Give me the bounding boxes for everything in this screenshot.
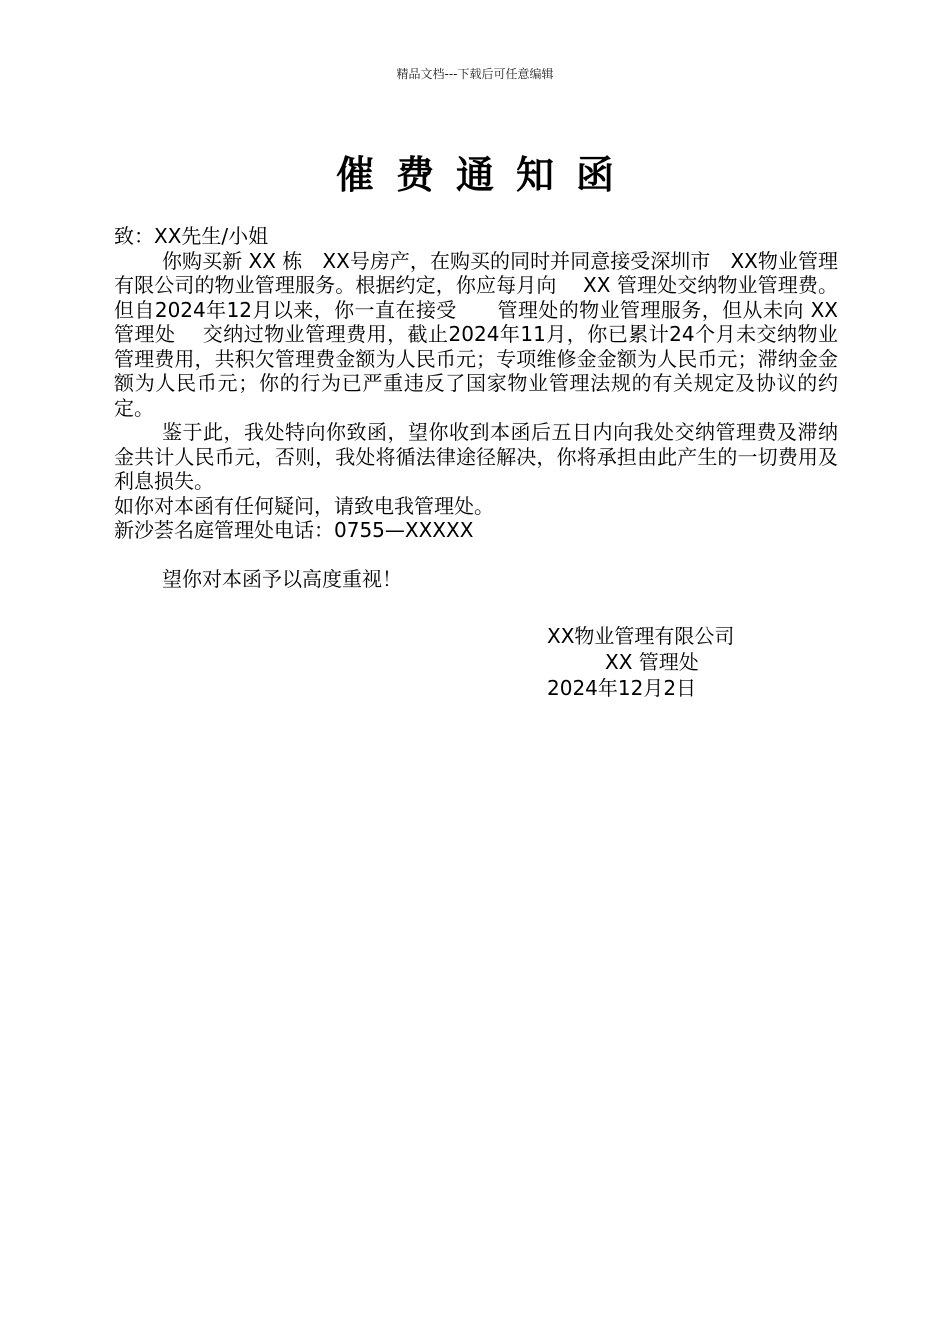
page-title: 催费通知函: [335, 152, 636, 197]
header-note: 精品文档---下载后可任意编辑: [396, 67, 554, 81]
signature-block: [547, 623, 847, 701]
paragraph-demand: 鉴于此，我处特向你致函，望你收到本函后五日内向我处交纳管理费及滞纳金共计人民币元，否则，我处将循法律途径解决，你将承担由此产生的一切费用及利息损失。: [114, 420, 838, 493]
signature-company: XX物业管理有限公司: [547, 624, 735, 648]
signature-date: 2024年12月2日: [547, 676, 697, 700]
spacer: [114, 543, 838, 568]
closing-line: 望你对本函予以高度重视！: [162, 567, 402, 591]
letter-body: [114, 224, 838, 592]
query-line: 如你对本函有任何疑问，请致电我管理处。: [114, 493, 494, 518]
paragraph-notice: 你购买新 XX 栋 XX号房产，在购买的同时并同意接受深圳市 XX物业管理有限公司的物业管理服务。根据约定，你应每月向 XX 管理处交纳物业管理费。但自2024年12月以来，你一直在接受 管理处的物业管理服务，但从未向 XX管理处 交纳过物业管理费用，截止2024年11月，你已累计24个月未交纳物业管理费用，共积欠管理费金额为人民币元；专项维修金金额为人民币元；滞纳金金额为人民币元；你的行为已严重违反了国家物业管理法规的有关规定及协议的约定。: [114, 248, 838, 420]
signature-department: XX 管理处: [605, 650, 699, 674]
salutation: 致：XX先生/小姐: [114, 224, 269, 248]
phone-line: 新沙荟名庭管理处电话：0755—XXXXX: [114, 518, 474, 542]
